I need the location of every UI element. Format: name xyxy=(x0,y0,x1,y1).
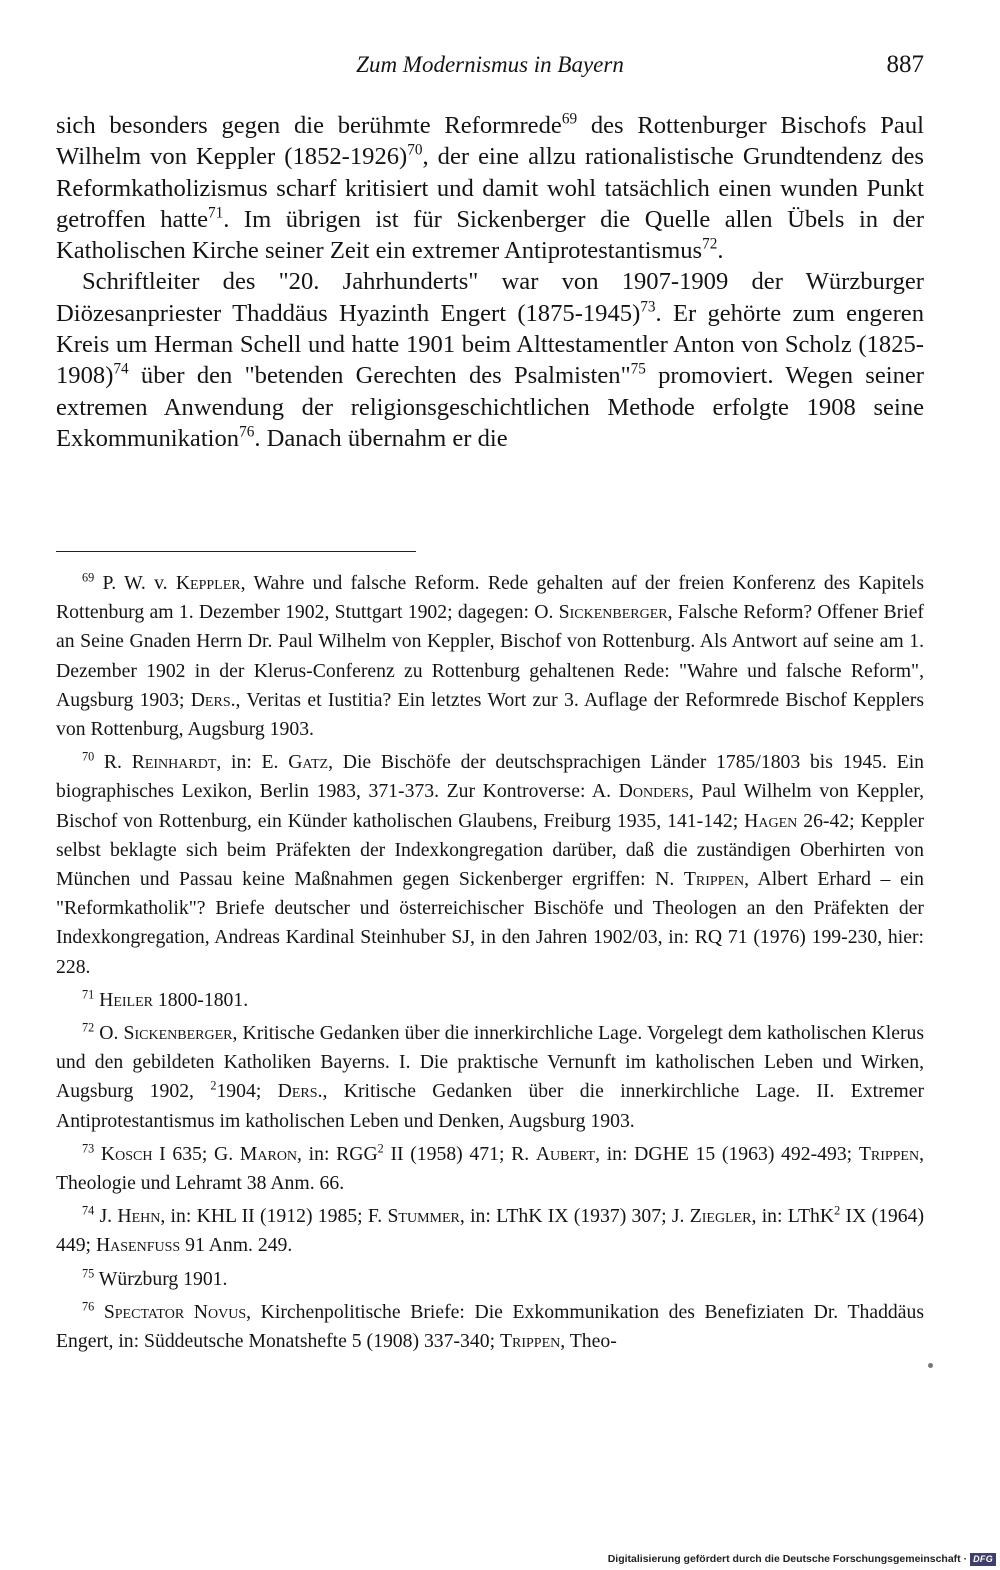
text-run: . Im übrigen ist für Sickenberger die Quelle allen Übels in der Katholischen Kirche seiner Zeit ein extremer Antiprotestantismus xyxy=(56,205,925,265)
footnote-70 xyxy=(56,748,924,982)
author-name: Gatz xyxy=(288,751,329,774)
footnote-text: , in: RGG xyxy=(297,1142,378,1165)
paragraph xyxy=(56,110,924,266)
author-name: Sickenberger xyxy=(558,601,668,624)
footnote-number: 75 xyxy=(82,1266,95,1281)
footnote-73 xyxy=(56,1140,924,1198)
running-title: Zum Modernismus in Bayern xyxy=(356,52,624,77)
footnote-divider xyxy=(56,551,416,552)
footnote-text: ., Kritische Gedanken über die innerkirchliche Lage. II. Extremer Antiprotestantismus im katholischen Leben und Denken, Augsburg 1903. xyxy=(56,1080,924,1132)
footnote-text: , Kritische Gedanken über die innerkirchliche Lage. Vorgelegt dem katholischen Klerus und den gebildeten Katholiken Bayerns. I. Die praktische Vernunft im katholischen Leben und Wirken, Augsburg 1902, xyxy=(56,1022,925,1103)
credit-text: Digitalisierung gefördert durch die Deutsche Forschungsgemeinschaft · xyxy=(607,1553,968,1565)
footnote-number: 73 xyxy=(82,1141,95,1156)
text-run: , der eine allzu rationalistische Grundtendenz des Reformkatholizismus scharf kritisiert und damit wohl tatsächlich einen wunden Punkt getroffen hatte xyxy=(56,143,924,233)
author-name: Trippen xyxy=(499,1330,561,1353)
footnote-text: 91 Anm. 249. xyxy=(180,1234,293,1257)
footnote-ref: 76 xyxy=(239,423,255,441)
footnote-text: , in: DGHE 15 (1963) 492-493; xyxy=(595,1142,859,1165)
footnotes xyxy=(56,569,924,1360)
author-name: Sickenberger xyxy=(123,1022,233,1045)
page-number: 887 xyxy=(886,51,924,78)
edition-superscript: 2 xyxy=(210,1078,217,1093)
footnote-text: , in: E. xyxy=(216,751,289,774)
scan-speck xyxy=(928,1363,933,1368)
footnote-ref: 74 xyxy=(113,360,129,378)
footnote-text: 1904; xyxy=(216,1080,278,1103)
author-name: Donders xyxy=(618,780,689,803)
dfg-logo: DFG xyxy=(970,1553,996,1566)
footnote-number: 69 xyxy=(82,570,95,585)
digitization-credit xyxy=(608,1551,996,1567)
footnote-ref: 69 xyxy=(561,110,578,128)
text-run: über den "betenden Gerechten des Psalmisten" xyxy=(128,362,631,390)
running-header xyxy=(56,48,924,82)
footnote-text: J. xyxy=(99,1205,118,1228)
footnote-75 xyxy=(56,1265,924,1294)
footnote-text: O. xyxy=(99,1022,124,1045)
edition-superscript: 2 xyxy=(377,1141,384,1156)
footnote-text: ., Veritas et Iustitia? Ein letztes Wort zur 3. Auflage der Reformrede Bischof Kepplers von Rottenburg, Augsburg 1903. xyxy=(56,688,924,741)
footnote-number: 70 xyxy=(82,749,95,764)
author-name: Reinhardt xyxy=(131,751,217,774)
author-name: Ders xyxy=(277,1080,318,1103)
text-run: des Rottenburger Bischofs Paul Wilhelm von Keppler (1852-1926) xyxy=(56,112,924,171)
footnote-text: , in: KHL II (1912) 1985; F. xyxy=(160,1205,388,1228)
footnote-text: , Falsche Reform? Offener Brief an Seine Gnaden Herrn Dr. Paul Wilhelm von Keppler, Bischof von Rottenburg. Als Antwort auf seine am 1. Dezember 1902 in der Klerus-Conferenz zu Rottenburg gehaltenen Rede: "Wahre und falsche Reform", Augsburg 1903; xyxy=(56,601,924,711)
footnote-text: , Albert Erhard – ein "Reformkatholik"? Briefe deutscher und österreichischer Bischöfe und Theologen an den Präfekten der Indexkongregation, Andreas Kardinal Steinhuber SJ, in den Jahren 1902/03, in: RQ 71 (1976) 199-230, hier: 228. xyxy=(56,868,924,978)
footnote-text: , Die Bischöfe der deutschsprachigen Länder 1785/1803 bis 1945. Ein biographisches Lexikon, Berlin 1983, 371-373. Zur Kontroverse: A. xyxy=(56,751,925,803)
main-text xyxy=(56,110,924,454)
footnote-71 xyxy=(56,986,924,1015)
footnote-text: IX (1964) 449; xyxy=(56,1205,925,1257)
text-run: . Er gehörte zum engeren Kreis um Herman Schell und hatte 1901 beim Alttestamentler Anton von Scholz (1825-1908) xyxy=(56,299,924,390)
author-name: Stummer xyxy=(387,1205,460,1228)
footnote-text: , Theologie und Lehramt 38 Anm. 66. xyxy=(56,1142,925,1195)
footnote-number: 72 xyxy=(82,1020,95,1035)
footnote-text: , in: LThK xyxy=(751,1205,835,1228)
footnote-text: P. W. v. xyxy=(102,572,176,594)
author-name: Aubert xyxy=(535,1142,596,1165)
text-run: . xyxy=(717,237,724,265)
author-name: Trippen xyxy=(858,1142,920,1165)
author-name: Hehn xyxy=(117,1205,161,1228)
author-name: Hasenfuss xyxy=(95,1234,181,1257)
footnote-ref: 75 xyxy=(630,360,646,378)
author-name: Heiler xyxy=(99,988,153,1011)
paragraph xyxy=(56,266,924,454)
author-name: Trippen xyxy=(683,868,745,891)
footnote-text: , Wahre und falsche Reform. Rede gehalten auf der freien Konferenz des Kapitels Rottenburg am 1. Dezember 1902, Stuttgart 1902; dagegen: O. xyxy=(56,572,925,624)
author-name: Hagen xyxy=(744,809,798,832)
footnote-text: 26-42; Keppler selbst beklagte sich beim Präfekten der Indexkongregation darüber, daß die zuständigen Oberhirten von München und Passau keine Maßnahmen gegen Sickenberger ergriffen: N. xyxy=(56,809,924,891)
footnote-text: R. xyxy=(103,751,132,774)
edition-superscript: 2 xyxy=(834,1203,841,1218)
footnote-number: 71 xyxy=(82,987,95,1002)
footnote-69 xyxy=(56,569,924,744)
footnote-76 xyxy=(56,1298,924,1356)
footnote-ref: 70 xyxy=(407,141,423,159)
author-name: Ziegler xyxy=(689,1205,752,1228)
footnote-ref: 73 xyxy=(640,298,656,316)
footnote-text: , Paul Wilhelm von Keppler, Bischof von Rottenburg, ein Künder katholischen Glaubens, Freiburg 1935, 141-142; xyxy=(56,780,924,832)
text-run: Schriftleiter des "20. Jahrhunderts" war von 1907-1909 der Würzburger Diözesanpriester Thaddäus Hyazinth Engert (1875-1945) xyxy=(56,268,924,327)
footnote-ref: 71 xyxy=(208,204,224,222)
footnote-ref: 72 xyxy=(702,235,718,253)
author-name: Keppler xyxy=(175,572,241,594)
footnote-74 xyxy=(56,1202,924,1260)
text-run: sich besonders gegen die berühmte Reformrede xyxy=(56,112,562,139)
footnote-number: 74 xyxy=(82,1203,95,1218)
author-name: Kosch xyxy=(100,1142,153,1165)
author-name: Maron xyxy=(239,1142,298,1165)
footnote-text: 1800-1801. xyxy=(153,988,249,1011)
footnote-text: , Theo- xyxy=(560,1330,617,1353)
footnote-text: , Kirchenpolitische Briefe: Die Exkommunikation des Benefiziaten Dr. Thaddäus Engert, in: Süddeutsche Monatshefte 5 (1908) 337-340; xyxy=(56,1300,925,1353)
footnote-text: I 635; G. xyxy=(152,1142,240,1165)
footnote-text: , in: LThK IX (1937) 307; J. xyxy=(459,1205,690,1228)
footnote-text: Würzburg 1901. xyxy=(98,1267,228,1290)
text-run: promoviert. Wegen seiner extremen Anwendung der religionsgeschichtlichen Methode erfolgte 1908 seine Exkommunikation xyxy=(56,362,924,452)
footnote-number: 76 xyxy=(82,1299,95,1314)
author-name: Spectator Novus xyxy=(103,1300,247,1323)
author-name: Ders xyxy=(190,688,231,711)
footnote-text: II (1958) 471; R. xyxy=(383,1142,536,1165)
text-run: . Danach übernahm er die xyxy=(254,424,508,452)
footnote-72 xyxy=(56,1019,924,1136)
